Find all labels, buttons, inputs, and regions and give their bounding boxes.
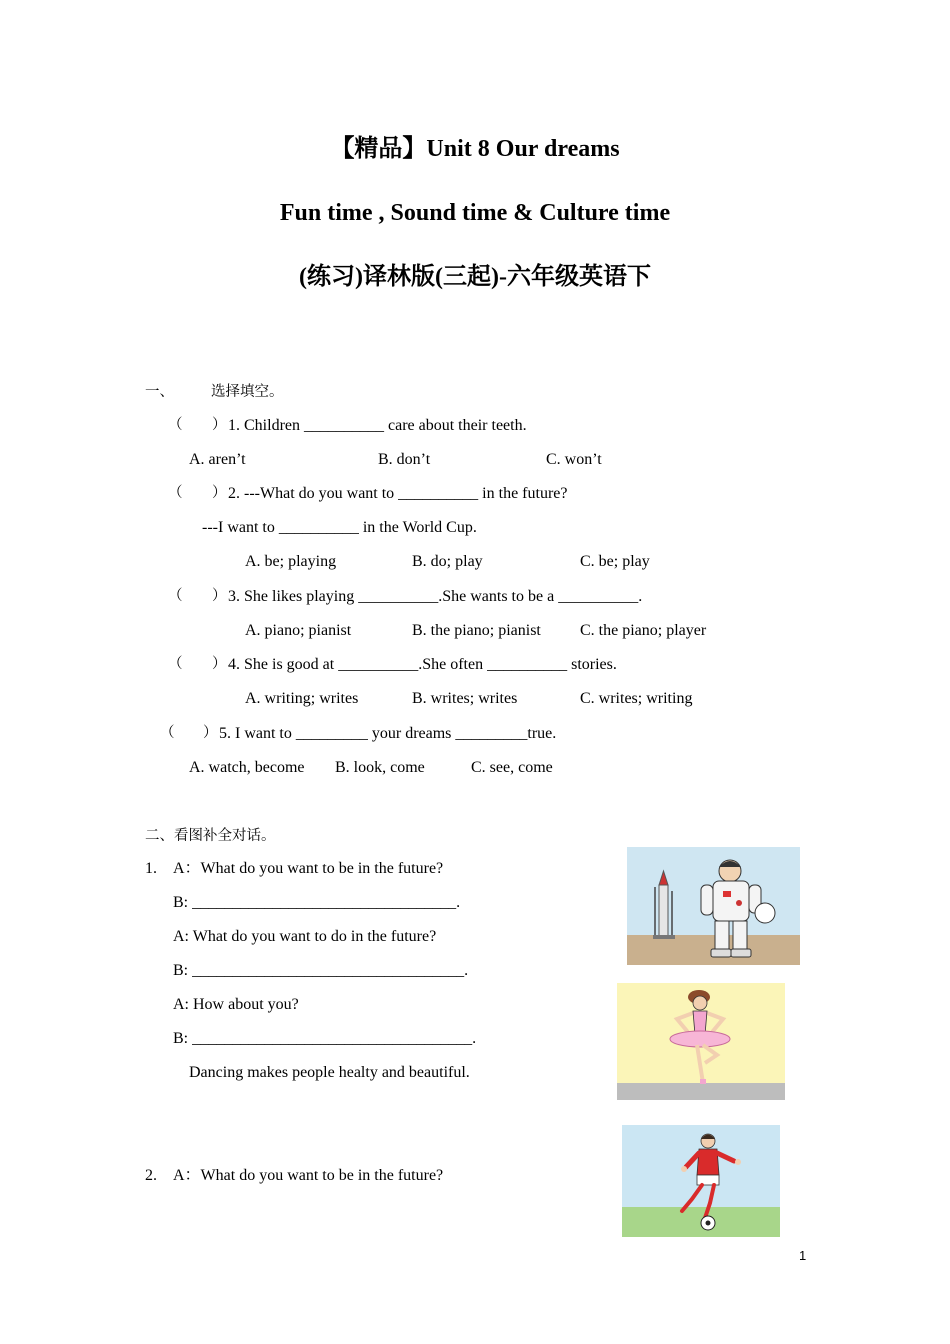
option-b: B. look, come [335, 759, 425, 776]
dialogue-answer-blank: B: __________________________________. [173, 962, 469, 979]
dialogue1-number: 1. [145, 860, 157, 877]
page-subtitle: Fun time , Sound time & Culture time [279, 200, 671, 226]
answer-paren-close: ） [203, 725, 218, 741]
option-b: B. do; play [412, 553, 483, 570]
ballet-dancer-picture [617, 983, 785, 1100]
option-b: B. don’t [378, 451, 431, 468]
option-a: A. aren’t [189, 451, 246, 468]
option-b: B. writes; writes [412, 690, 518, 707]
option-c: C. writes; writing [580, 690, 693, 707]
option-a: A. writing; writes [245, 690, 359, 707]
page-title: 【精品】Unit 8 Our dreams [330, 136, 620, 162]
question-stem: 2. ---What do you want to __________ in the future? [228, 485, 568, 502]
answer-paren-open: （ [168, 417, 183, 433]
answer-paren-open: （ [168, 588, 183, 604]
section2-heading: 二、看图补全对话。 [145, 828, 276, 844]
question-stem: 1. Children __________ care about their teeth. [228, 417, 527, 434]
dialogue-line: Dancing makes people healty and beautiful. [189, 1064, 470, 1081]
football-player-picture [622, 1125, 780, 1237]
dialogue-line: A：What do you want to be in the future? [173, 860, 444, 877]
section1-number: 一、 [145, 384, 174, 400]
dialogue-answer-blank: B: ___________________________________. [173, 1030, 477, 1047]
option-b: B. the piano; pianist [412, 622, 541, 639]
answer-paren-open: （ [168, 485, 183, 501]
answer-paren-close: ） [212, 485, 227, 501]
page-subtitle-chinese: (练习)译林版(三起)-六年级英语下 [299, 264, 651, 290]
question-stem-line2: ---I want to __________ in the World Cup. [202, 519, 477, 536]
question-stem: 3. She likes playing __________.She wants to be a __________. [228, 588, 643, 605]
option-c: C. be; play [580, 553, 650, 570]
answer-paren-close: ） [212, 656, 227, 672]
astronaut-picture [627, 847, 800, 965]
section1-heading: 选择填空。 [211, 384, 284, 400]
dialogue2-number: 2. [145, 1167, 157, 1184]
dialogue-line: A: What do you want to do in the future? [173, 928, 437, 945]
answer-paren-close: ） [212, 417, 227, 433]
option-a: A. piano; pianist [245, 622, 352, 639]
option-a: A. watch, become [189, 759, 305, 776]
question-stem: 5. I want to _________ your dreams _________true. [219, 725, 557, 742]
answer-paren-open: （ [168, 656, 183, 672]
dialogue-answer-blank: B: _________________________________. [173, 894, 461, 911]
page-number: 1 [799, 1248, 807, 1263]
question-stem: 4. She is good at __________.She often __________ stories. [228, 656, 617, 673]
dialogue-line: A：What do you want to be in the future? [173, 1167, 444, 1184]
dialogue-line: A: How about you? [173, 996, 299, 1013]
option-a: A. be; playing [245, 553, 337, 570]
option-c: C. the piano; player [580, 622, 707, 639]
option-c: C. won’t [546, 451, 602, 468]
answer-paren-close: ） [212, 588, 227, 604]
answer-paren-open: （ [160, 725, 175, 741]
option-c: C. see, come [471, 759, 553, 776]
